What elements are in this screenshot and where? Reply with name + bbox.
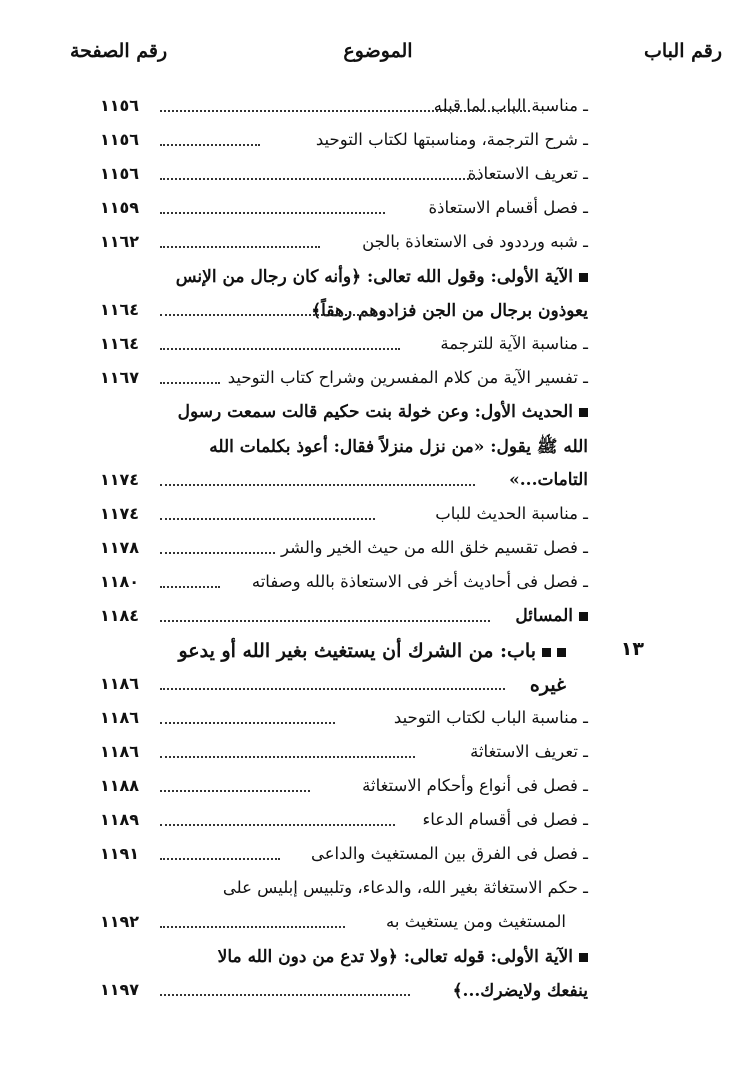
toc-list	[0, 92, 756, 1010]
toc-row	[0, 942, 756, 976]
chapter-title-cont: غيره	[529, 674, 566, 696]
toc-row	[0, 772, 756, 806]
page-number: ١١٥٦	[100, 96, 140, 115]
chapter-title: باب: من الشرك أن يستغيث بغير الله أو يدعو	[178, 640, 566, 662]
toc-row	[0, 228, 756, 262]
chapter-number: ١٣	[620, 638, 644, 660]
page-number: ١١٨٤	[100, 606, 140, 625]
toc-row	[0, 364, 756, 398]
toc-entry-text: ـ فصل فى أنواع وأحكام الاستغاثة	[362, 776, 588, 795]
toc-entry-text: ـ فصل فى الفرق بين المستغيث والداعى	[310, 844, 588, 863]
toc-row	[0, 92, 756, 126]
page-number: ١١٥٦	[100, 130, 140, 149]
toc-chapter-row	[0, 636, 756, 670]
page-number: ١١٦٤	[100, 334, 140, 353]
square-bullet-icon	[579, 273, 588, 282]
square-bullet-icon	[557, 648, 566, 657]
toc-row	[0, 296, 756, 330]
toc-entry-text: ـ فصل فى أحاديث أخر فى الاستعاذة بالله وصفاته	[251, 572, 588, 591]
toc-entry-text: المستغيث ومن يستغيث به	[386, 912, 566, 931]
toc-entry-text: ـ تعريف الاستعاذة	[467, 164, 588, 183]
toc-row	[0, 432, 756, 466]
page-number: ١١٨٨	[100, 776, 140, 795]
header-chapter-no: رقم الباب	[644, 40, 722, 62]
toc-entry-text: ـ مناسبة الباب لكتاب التوحيد	[393, 708, 588, 727]
square-bullet-icon	[542, 648, 551, 657]
toc-row	[0, 500, 756, 534]
page-number: ١١٦٧	[100, 368, 140, 387]
page-number: ١١٥٩	[100, 198, 140, 217]
page-number: ١١٨٦	[100, 674, 140, 693]
square-bullet-icon	[579, 953, 588, 962]
page-number: ١١٧٤	[100, 470, 140, 489]
toc-entry-text: يعوذون برجال من الجن فزادوهم رهقاً﴾	[311, 301, 588, 321]
square-bullet-icon	[579, 612, 588, 621]
toc-entry-text: الآية الأولى: قوله تعالى: ﴿ولا تدع من دون الله مالا	[218, 946, 588, 967]
toc-row	[0, 704, 756, 738]
toc-entry-text: ـ مناسبة الآية للترجمة	[440, 334, 588, 353]
toc-entry-text: ـ مناسبة الحديث للباب	[435, 504, 588, 523]
toc-row	[0, 330, 756, 364]
toc-row	[0, 806, 756, 840]
toc-row	[0, 398, 756, 432]
toc-entry-text: ـ تعريف الاستغاثة	[470, 742, 588, 761]
toc-entry-text: ـ تفسير الآية من كلام المفسرين وشراح كتاب التوحيد	[227, 368, 588, 387]
toc-row	[0, 670, 756, 704]
page-number: ١١٥٦	[100, 164, 140, 183]
header-topic: الموضوع	[343, 40, 413, 62]
page-number: ١١٧٨	[100, 538, 140, 557]
toc-entry-text: ـ فصل فى أقسام الدعاء	[422, 810, 588, 829]
page-number: ١١٩٢	[100, 912, 140, 931]
toc-row	[0, 602, 756, 636]
page-number: ١١٧٤	[100, 504, 140, 523]
page-number: ١١٨٠	[100, 572, 140, 591]
toc-entry-text: التامات...»	[509, 470, 588, 490]
page-number: ١١٩٧	[100, 980, 140, 999]
toc-entry-text: ـ فصل أقسام الاستعاذة	[428, 198, 588, 217]
toc-row	[0, 874, 756, 908]
toc-entry-text: الحديث الأول: وعن خولة بنت حكيم قالت سمعت رسول	[178, 402, 588, 422]
toc-entry-text: ـ مناسبة الباب لما قبله	[433, 96, 588, 115]
page-number: ١١٩١	[100, 844, 140, 863]
toc-row	[0, 160, 756, 194]
toc-entry-text: الله ﷺ يقول: «من نزل منزلاً فقال: أعوذ بكلمات الله	[209, 437, 588, 457]
page-number: ١١٦٤	[100, 300, 140, 319]
toc-row	[0, 262, 756, 296]
toc-entry-text: الآية الأولى: وقول الله تعالى: ﴿وأنه كان رجال من الإنس	[176, 266, 588, 287]
toc-row	[0, 534, 756, 568]
toc-row	[0, 840, 756, 874]
toc-row	[0, 466, 756, 500]
toc-entry-text: المسائل	[515, 606, 588, 626]
toc-row	[0, 126, 756, 160]
toc-row	[0, 908, 756, 942]
toc-row	[0, 194, 756, 228]
toc-entry-text: ينفعك ولايضرك...﴾	[452, 981, 588, 1001]
header-page-no: رقم الصفحة	[70, 40, 168, 62]
toc-entry-text: ـ حكم الاستغاثة بغير الله، والدعاء، وتلبيس إبليس على	[222, 878, 588, 897]
toc-entry-text: ـ شبه ورددود فى الاستعاذة بالجن	[362, 232, 588, 251]
toc-row	[0, 568, 756, 602]
toc-entry-text: ـ شرح الترجمة، ومناسبتها لكتاب التوحيد	[315, 130, 588, 149]
toc-entry-text: ـ فصل تقسيم خلق الله من حيث الخير والشر	[281, 538, 588, 557]
page-number: ١١٨٩	[100, 810, 140, 829]
page-number: ١١٨٦	[100, 742, 140, 761]
toc-row	[0, 976, 756, 1010]
toc-row	[0, 738, 756, 772]
square-bullet-icon	[579, 408, 588, 417]
page-number: ١١٨٦	[100, 708, 140, 727]
page-number: ١١٦٢	[100, 232, 140, 251]
